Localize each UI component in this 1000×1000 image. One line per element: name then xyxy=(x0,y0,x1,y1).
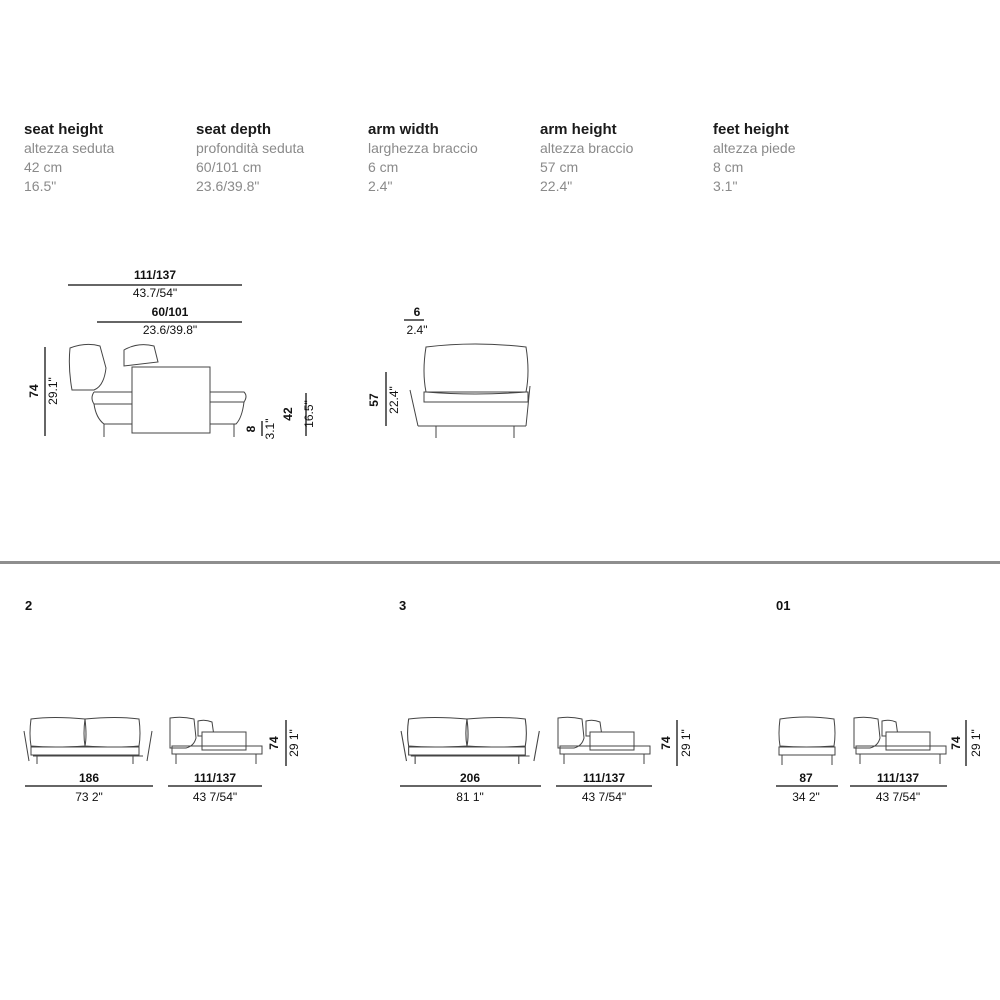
variant-label-3: 3 xyxy=(399,598,407,613)
variant-3-depth-cm: 111/137 xyxy=(582,771,626,785)
side-height-in: 29.1" xyxy=(46,377,60,405)
spec-metric: 8 cm xyxy=(713,159,744,175)
variant-01-width-in: 34 2" xyxy=(792,790,820,804)
variant-3-height-cm: 74 xyxy=(659,736,673,750)
variant-01-height-in: 29 1" xyxy=(969,729,983,757)
variant-3-height-in: 29 1" xyxy=(679,729,693,757)
spec-imperial: 3.1" xyxy=(713,178,738,194)
front-arm-width-cm: 6 xyxy=(413,305,421,319)
side-view-drawing xyxy=(69,344,246,437)
spec-subtitle: profondità seduta xyxy=(196,140,305,156)
side-seat-height-cm: 42 xyxy=(281,407,295,421)
variant-label-2: 2 xyxy=(25,598,33,613)
spec-title: arm height xyxy=(540,121,617,138)
spec-subtitle: larghezza braccio xyxy=(368,140,478,156)
front-arm-height-in: 22.4" xyxy=(387,386,401,414)
side-seat-height-in: 16.5" xyxy=(302,400,316,428)
variant-01-depth-cm: 111/137 xyxy=(876,771,920,785)
spec-imperial: 16.5" xyxy=(24,178,57,194)
side-height-cm: 74 xyxy=(27,384,41,398)
spec-metric: 6 cm xyxy=(368,159,399,175)
variant-01-depth-in: 43 7/54" xyxy=(875,790,921,804)
spec-title: seat depth xyxy=(196,121,272,138)
spec-title: arm width xyxy=(368,121,439,138)
variant-01-height-cm: 74 xyxy=(949,736,963,750)
spec-subtitle: altezza piede xyxy=(713,140,796,156)
spec-metric: 60/101 cm xyxy=(196,159,262,175)
variant-3-width-cm: 206 xyxy=(459,771,481,785)
front-arm-width-in: 2.4" xyxy=(406,323,428,337)
spec-title: feet height xyxy=(713,121,789,138)
front-arm-height-cm: 57 xyxy=(367,393,381,407)
spec-imperial: 22.4" xyxy=(540,178,573,194)
variant-01-width-cm: 87 xyxy=(799,771,813,785)
side-depth-total-cm: 111/137 xyxy=(133,268,177,282)
variant-2-depth-in: 43 7/54" xyxy=(192,790,238,804)
variant-2-front-drawing xyxy=(24,718,152,765)
side-depth-total-in: 43.7/54" xyxy=(132,286,178,300)
side-seat-depth-in: 23.6/39.8" xyxy=(142,323,198,337)
side-feet-cm: 8 xyxy=(244,425,258,433)
variant-2-depth-cm: 111/137 xyxy=(193,771,237,785)
variant-2-height-cm: 74 xyxy=(267,736,281,750)
variant-3-width-in: 81 1" xyxy=(456,790,484,804)
variant-2-dimensions xyxy=(25,720,286,786)
variant-2-width-in: 73 2" xyxy=(75,790,103,804)
spec-subtitle: altezza braccio xyxy=(540,140,634,156)
spec-imperial: 2.4" xyxy=(368,178,393,194)
front-view-drawing xyxy=(410,344,530,438)
variant-3-side-drawing xyxy=(558,717,650,764)
spec-title: seat height xyxy=(24,121,104,138)
variant-01-front-drawing xyxy=(779,717,835,765)
spec-subtitle: altezza seduta xyxy=(24,140,115,156)
spec-metric: 42 cm xyxy=(24,159,63,175)
side-seat-depth-cm: 60/101 xyxy=(151,305,189,319)
variant-3-dimensions xyxy=(400,720,677,786)
variant-2-side-drawing xyxy=(170,717,262,764)
side-feet-in: 3.1" xyxy=(263,418,277,440)
variant-3-front-drawing xyxy=(401,718,539,765)
variant-3-depth-in: 43 7/54" xyxy=(581,790,627,804)
spec-metric: 57 cm xyxy=(540,159,579,175)
variant-label-01: 01 xyxy=(776,598,791,613)
variant-2-width-cm: 186 xyxy=(78,771,100,785)
variant-01-side-drawing xyxy=(854,717,946,764)
variant-2-height-in: 29 1" xyxy=(287,729,301,757)
spec-imperial: 23.6/39.8" xyxy=(196,178,260,194)
